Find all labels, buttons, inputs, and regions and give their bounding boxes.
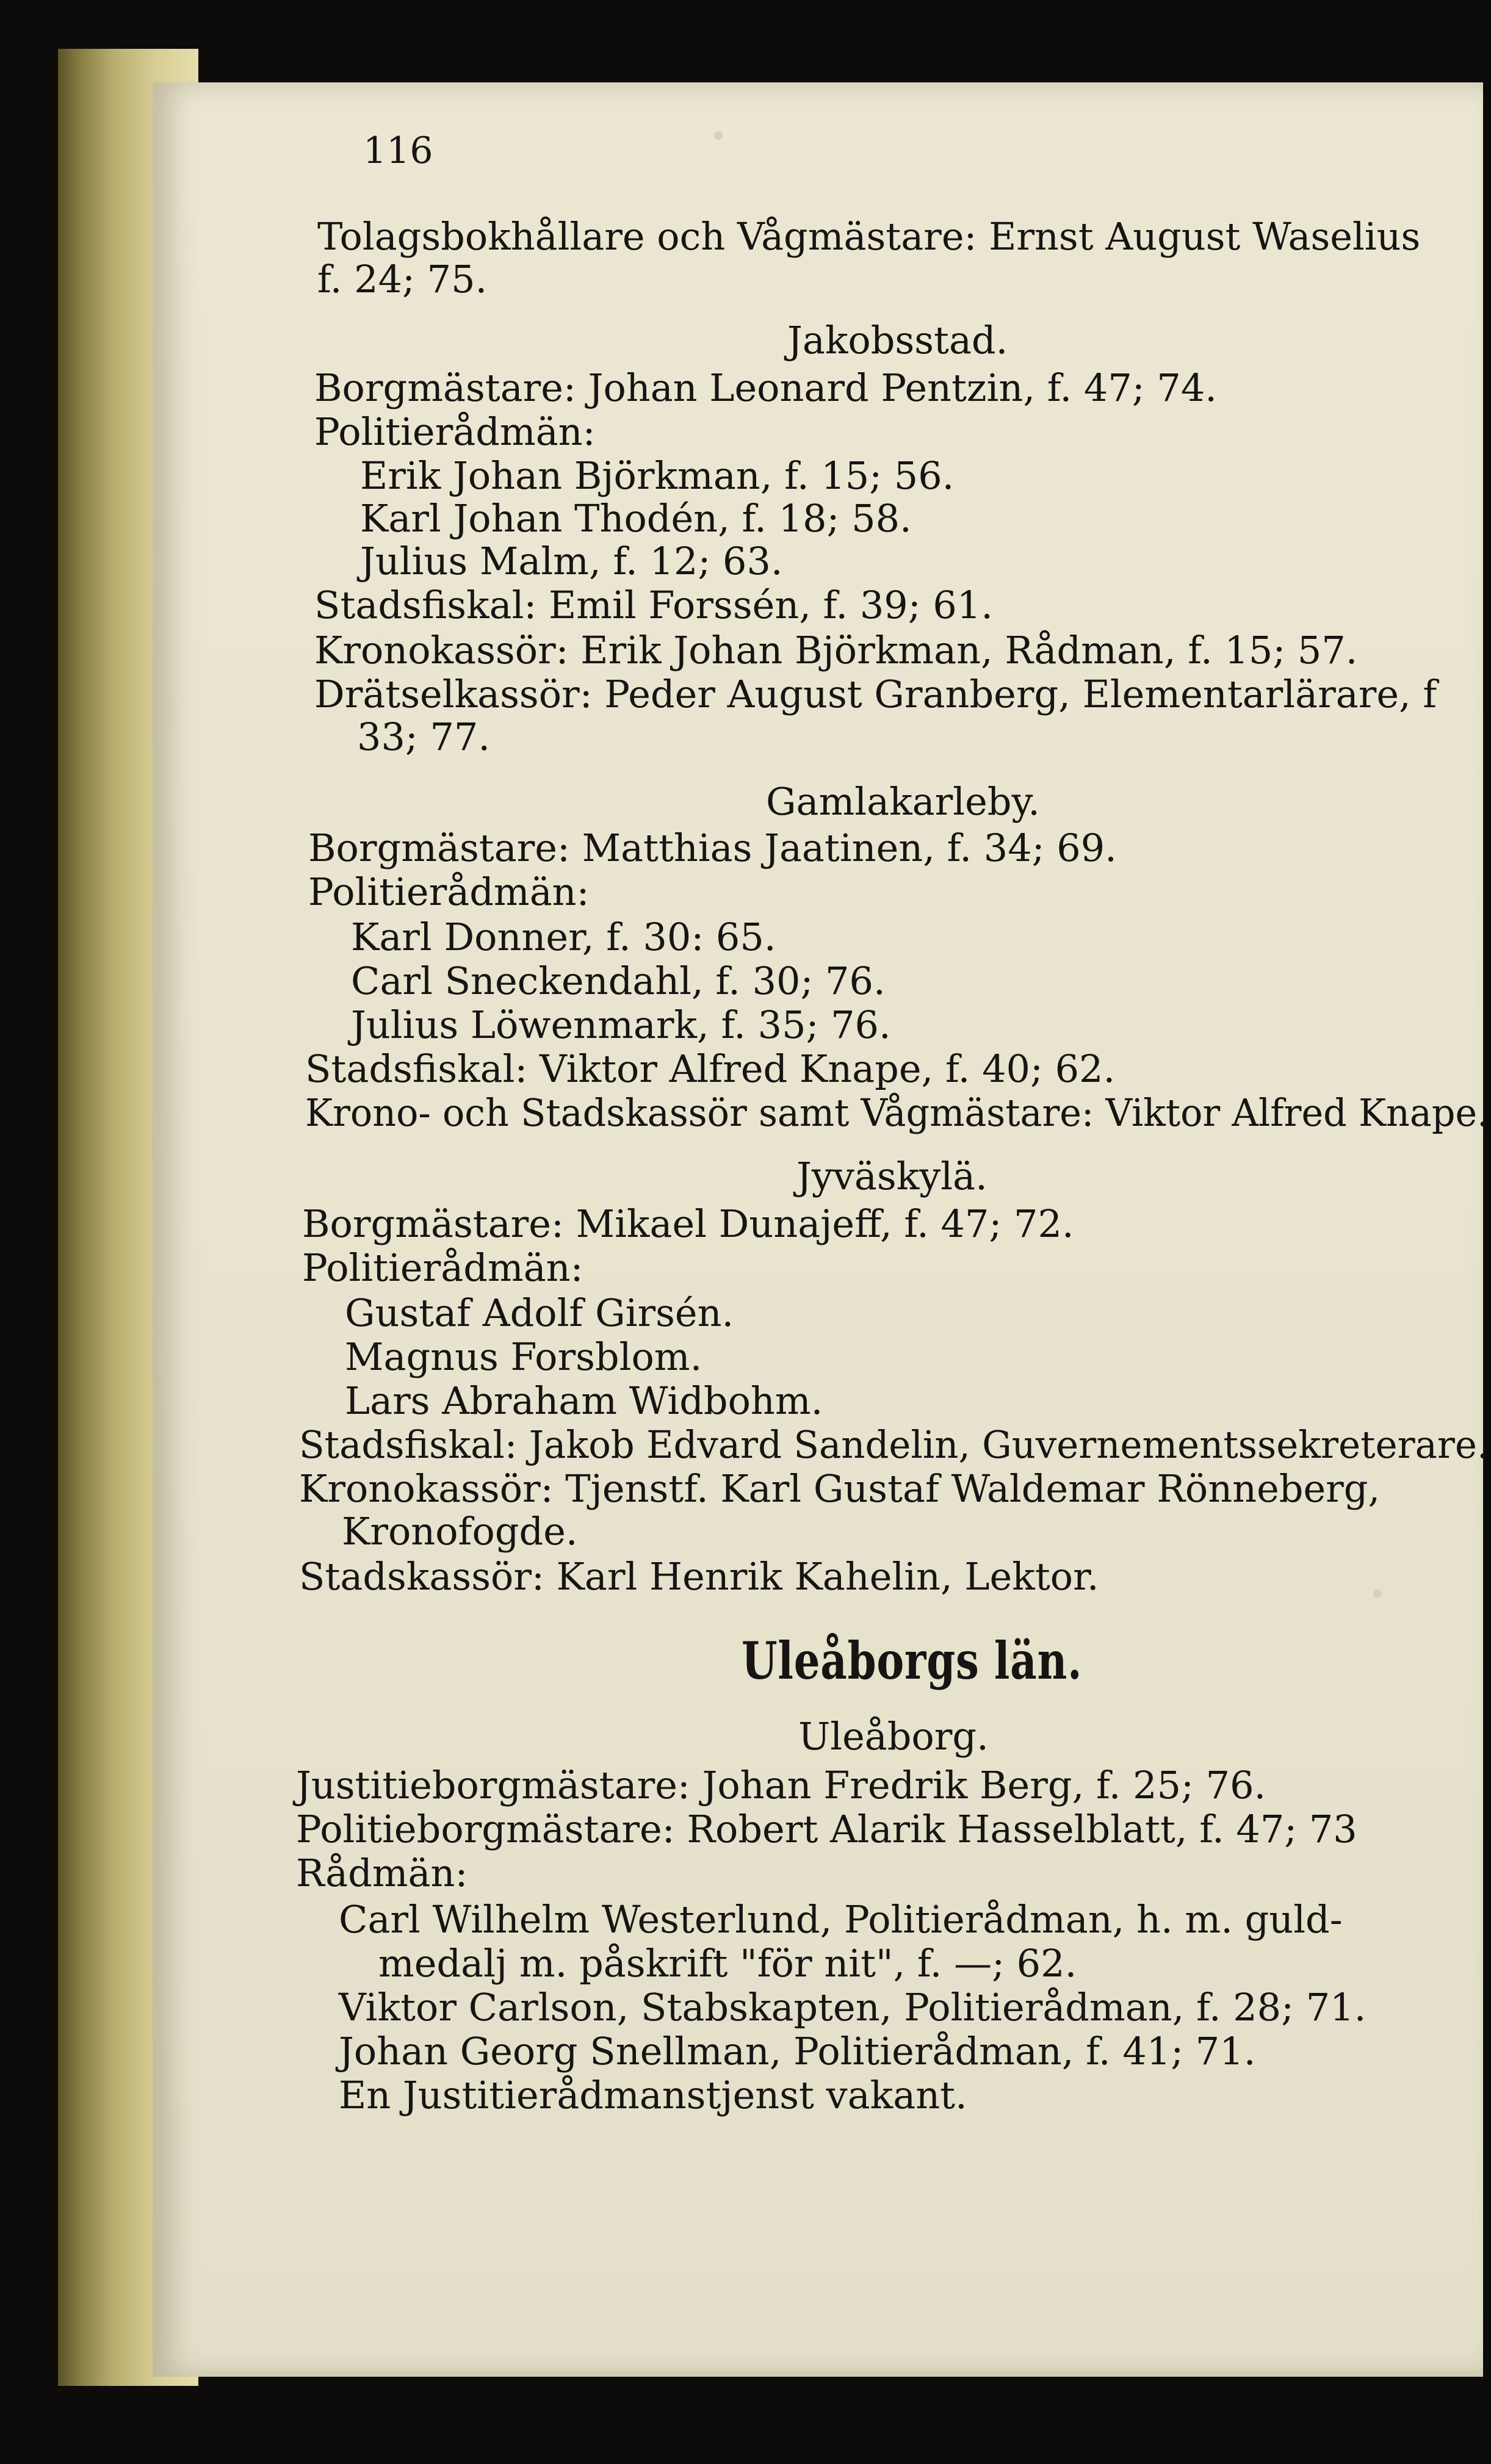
text-line: Krono- och Stadskassör samt Vågmästare: Viktor Alfred Knape. bbox=[305, 1090, 1489, 1135]
section-heading: Uleåborgs län. bbox=[742, 1630, 1083, 1691]
text-line: Kronokassör: Tjenstf. Karl Gustaf Waldemar Rönneberg, bbox=[299, 1466, 1381, 1511]
text-line: Viktor Carlson, Stabskapten, Politierådman, f. 28; 71. bbox=[339, 1985, 1366, 2030]
text-line: Justitieborgmästare: Johan Fredrik Berg, f. 25; 76. bbox=[296, 1763, 1266, 1807]
text-line: Politieborgmästare: Robert Alarik Hasselblatt, f. 47; 73 bbox=[296, 1807, 1357, 1851]
text-line: Johan Georg Snellman, Politierådman, f. 41; 71. bbox=[339, 2029, 1256, 2073]
text-line: Borgmästare: Mikael Dunajeff, f. 47; 72. bbox=[302, 1201, 1074, 1246]
text-line: Kronofogde. bbox=[342, 1509, 578, 1554]
text-line: medalj m. påskrift "för nit", f. —; 62. bbox=[378, 1941, 1077, 1986]
text-line: Gustaf Adolf Girsén. bbox=[345, 1291, 734, 1335]
text-line: Karl Donner, f. 30: 65. bbox=[351, 915, 776, 959]
text-line: Politierådmän: bbox=[302, 1245, 583, 1290]
text-line: Carl Wilhelm Westerlund, Politierådman, h. m. guld- bbox=[339, 1897, 1343, 1942]
town-heading: Uleåborg. bbox=[798, 1714, 989, 1759]
town-heading: Gamlakarleby. bbox=[766, 779, 1040, 824]
text-line: Julius Löwenmark, f. 35; 76. bbox=[351, 1003, 891, 1047]
text-line: En Justitierådmanstjenst vakant. bbox=[339, 2073, 967, 2117]
text-line: Politierådmän: bbox=[308, 870, 590, 914]
text-line: 33; 77. bbox=[357, 715, 491, 759]
town-heading: Jakobsstad. bbox=[787, 318, 1008, 362]
text-line: Borgmästare: Johan Leonard Pentzin, f. 47; 74. bbox=[314, 366, 1217, 410]
text-line: Stadsfiskal: Viktor Alfred Knape, f. 40; 62. bbox=[305, 1046, 1116, 1091]
text-line: Magnus Forsblom. bbox=[345, 1335, 702, 1379]
text-line: Stadsfiskal: Emil Forssén, f. 39; 61. bbox=[314, 583, 993, 627]
text-line: Julius Malm, f. 12; 63. bbox=[360, 539, 783, 583]
paper-speck bbox=[1373, 1590, 1382, 1598]
text-line: Politierådmän: bbox=[314, 409, 596, 454]
text-line: Tolagsbokhållare och Vågmästare: Ernst August Waselius bbox=[317, 214, 1421, 259]
text-line: f. 24; 75. bbox=[317, 257, 488, 301]
book-page bbox=[153, 82, 1489, 2377]
paper-speck bbox=[714, 131, 723, 140]
text-line: Drätselkassör: Peder August Granberg, Elementarlärare, f bbox=[314, 672, 1437, 716]
text-line: Kronokassör: Erik Johan Björkman, Rådman, f. 15; 57. bbox=[314, 628, 1358, 672]
text-line: Stadskassör: Karl Henrik Kahelin, Lektor. bbox=[299, 1554, 1099, 1599]
text-line: Erik Johan Björkman, f. 15; 56. bbox=[360, 453, 955, 498]
text-line: Carl Sneckendahl, f. 30; 76. bbox=[351, 959, 886, 1003]
text-line: Stadsfiskal: Jakob Edvard Sandelin, Guvernementssekreterare. bbox=[299, 1422, 1489, 1467]
page-number: 116 bbox=[363, 129, 433, 172]
text-line: Karl Johan Thodén, f. 18; 58. bbox=[360, 496, 912, 541]
text-line: Rådmän: bbox=[296, 1851, 468, 1895]
text-line: Borgmästare: Matthias Jaatinen, f. 34; 69. bbox=[308, 826, 1117, 870]
text-line: Lars Abraham Widbohm. bbox=[345, 1378, 823, 1423]
town-heading: Jyväskylä. bbox=[796, 1154, 987, 1198]
